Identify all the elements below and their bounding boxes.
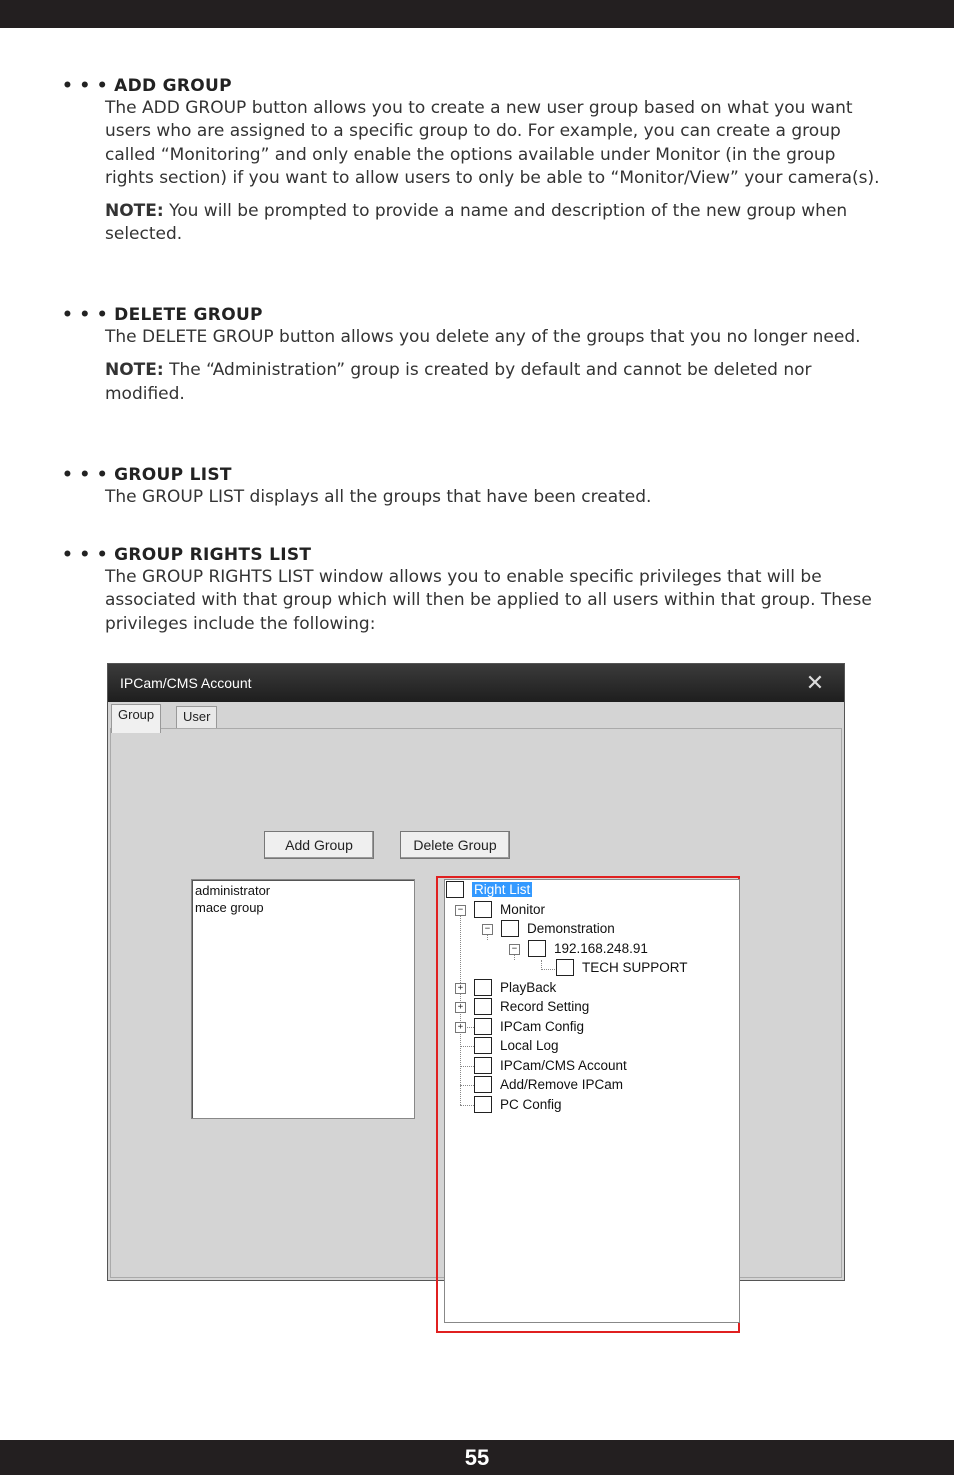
tree-node-root[interactable]: [446, 880, 532, 899]
close-icon[interactable]: ✕: [805, 670, 825, 695]
footer-bar: [0, 1440, 954, 1475]
expand-icon[interactable]: +: [455, 983, 466, 994]
add-group-button[interactable]: Add Group: [264, 831, 374, 859]
tab-user[interactable]: User: [176, 706, 217, 731]
checkbox[interactable]: [474, 1076, 492, 1093]
list-item[interactable]: administrator: [195, 883, 271, 898]
tree-node-label: Add/Remove IPCam: [500, 1077, 624, 1092]
tree-connector: [460, 1105, 474, 1106]
note-label: NOTE:: [105, 360, 164, 381]
checkbox[interactable]: [474, 979, 492, 996]
section-group-rights-list: [62, 544, 887, 636]
checkbox[interactable]: [556, 959, 574, 976]
note-label: NOTE:: [105, 201, 164, 222]
checkbox[interactable]: [474, 901, 492, 918]
page-number: 55: [464, 1444, 490, 1470]
section-body: The ADD GROUP button allows you to create a new user group based on what you want users who are assigned to a specific group to do. For example, you can create a group called “Monitoring” and only enable the options available under Monitor (in the group rights section) if you want to allow users to only be able to “Monitor/View” your camera(s).: [105, 98, 880, 188]
group-tab-panel: [110, 728, 842, 1278]
tree-node-label: PlayBack: [500, 980, 557, 995]
tree-connector: [460, 1066, 474, 1067]
checkbox[interactable]: [474, 1018, 492, 1035]
tree-connector: [541, 969, 555, 970]
note: [105, 200, 887, 247]
tree-node-label: IPCam/CMS Account: [500, 1058, 627, 1073]
tree-node-label: Monitor: [500, 902, 546, 917]
section-body: The DELETE GROUP button allows you delete any of the groups that you no longer need.: [105, 327, 861, 347]
checkbox[interactable]: [446, 881, 464, 898]
section-group-list: [62, 464, 887, 509]
tree-connector: [460, 1085, 474, 1086]
window-title: IPCam/CMS Account: [120, 675, 252, 691]
group-list[interactable]: [191, 879, 415, 1119]
tree-node-local-log[interactable]: [474, 1036, 559, 1055]
tree-node-record-setting[interactable]: [474, 997, 589, 1016]
tab-group[interactable]: Group: [111, 704, 161, 733]
tree-node-ip[interactable]: [528, 939, 648, 958]
checkbox[interactable]: [474, 998, 492, 1015]
note-text: The “Administration” group is created by default and cannot be deleted nor modified.: [105, 360, 812, 404]
checkbox[interactable]: [528, 940, 546, 957]
section-heading: • • • GROUP LIST: [62, 465, 232, 485]
list-item[interactable]: mace group: [195, 900, 264, 915]
tree-node-label: TECH SUPPORT: [582, 960, 688, 975]
delete-group-button[interactable]: Delete Group: [400, 831, 510, 859]
collapse-icon[interactable]: −: [509, 944, 520, 955]
tree-node-playback[interactable]: [474, 978, 556, 997]
expand-icon[interactable]: +: [455, 1022, 466, 1033]
checkbox[interactable]: [474, 1057, 492, 1074]
tree-node-label: 192.168.248.91: [554, 941, 648, 956]
tree-node-demonstration[interactable]: [501, 919, 615, 938]
tree-node-add-remove[interactable]: [474, 1075, 623, 1094]
section-delete-group: [62, 304, 887, 406]
tree-node-label: Right List: [474, 882, 531, 897]
tree-connector: [460, 1046, 474, 1047]
account-window: [107, 663, 845, 1281]
section-add-group: [62, 75, 887, 247]
tree-node-account[interactable]: [474, 1056, 627, 1075]
rights-tree[interactable]: [444, 879, 740, 1323]
section-heading: • • • GROUP RIGHTS LIST: [62, 545, 312, 565]
note: [105, 359, 887, 406]
collapse-icon[interactable]: −: [482, 924, 493, 935]
tree-node-pc-config[interactable]: [474, 1095, 562, 1114]
tree-node-label: PC Config: [500, 1097, 562, 1112]
tree-node-monitor[interactable]: [474, 900, 545, 919]
checkbox[interactable]: [474, 1096, 492, 1113]
checkbox[interactable]: [501, 920, 519, 937]
tree-node-label: IPCam Config: [500, 1019, 585, 1034]
section-heading: • • • ADD GROUP: [62, 76, 232, 96]
expand-icon[interactable]: +: [455, 1002, 466, 1013]
tree-node-label: Demonstration: [527, 921, 615, 936]
window-titlebar: [108, 664, 844, 702]
section-body: The GROUP RIGHTS LIST window allows you to enable specific privileges that will be associated with that group which will then be applied to all users within that group. These privileges include the following:: [105, 567, 872, 634]
section-heading: • • • DELETE GROUP: [62, 305, 263, 325]
tree-node-tech-support[interactable]: [556, 958, 688, 977]
note-text: You will be prompted to provide a name and description of the new group when selected.: [105, 201, 848, 245]
tree-node-label: Record Setting: [500, 999, 590, 1014]
checkbox[interactable]: [474, 1037, 492, 1054]
tree-node-ipcam-config[interactable]: [474, 1017, 584, 1036]
section-body: The GROUP LIST displays all the groups that have been created.: [105, 487, 652, 507]
tree-node-label: Local Log: [500, 1038, 559, 1053]
collapse-icon[interactable]: −: [455, 905, 466, 916]
top-bar: [0, 0, 954, 28]
